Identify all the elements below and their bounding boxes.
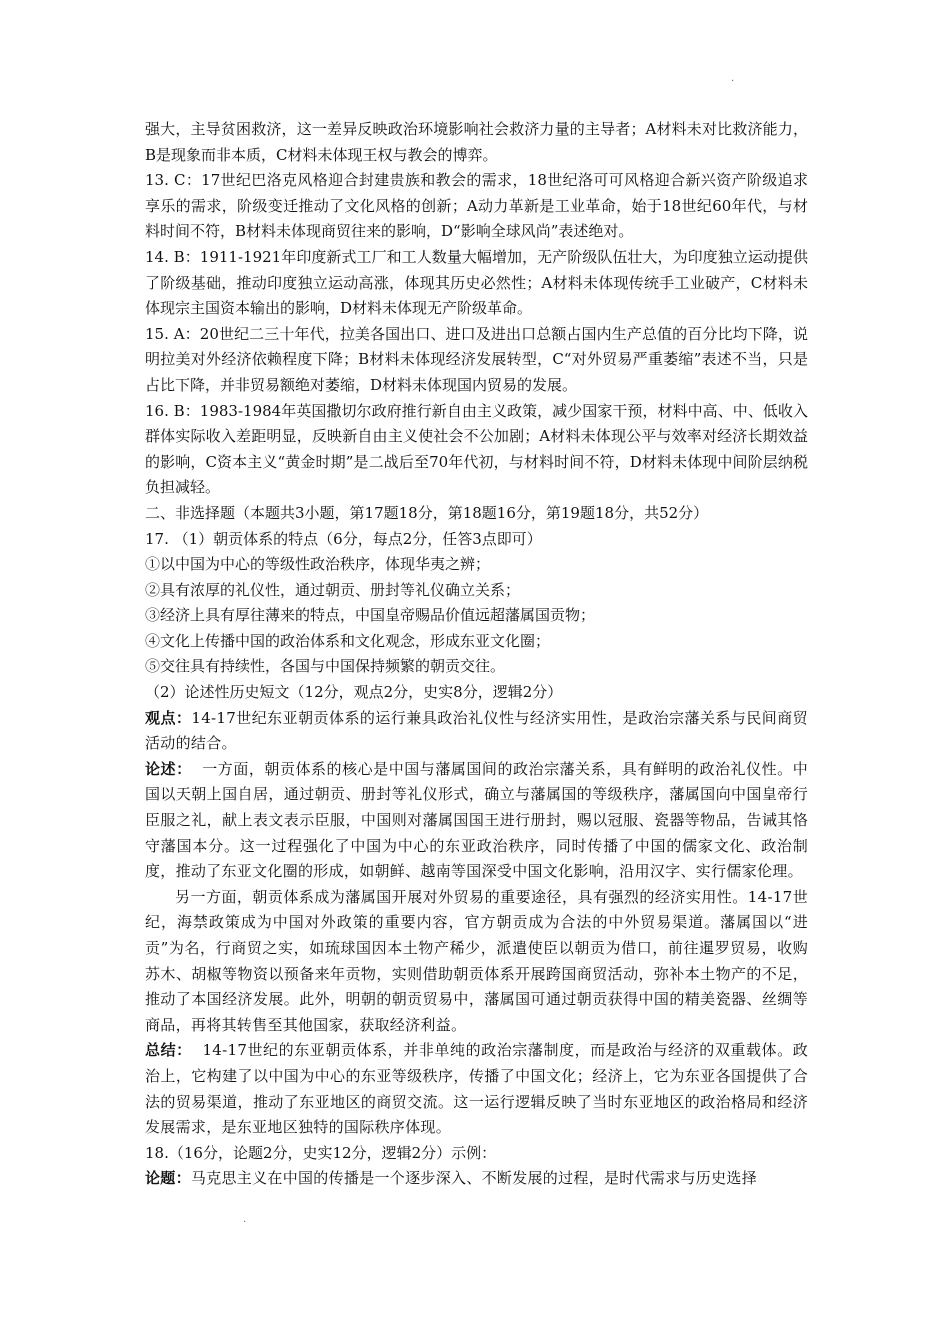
summary-text: 14-17世纪的东亚朝贡体系，并非单纯的政治宗藩制度，而是政治与经济的双重载体。政治上，它构建了以中国为中心的东亚等级秩序，传播了中国文化；经济上，它为东亚各国提供了合法的贸易渠道，推动了东亚地区的商贸交流。这一运行逻辑反映了当时东亚地区的政治格局和经济发展需求，是东亚地区独特的国际秩序体现。: [145, 1041, 809, 1137]
topic-label: 论题：: [145, 1169, 191, 1188]
topic-text: 马克思主义在中国的传播是一个逐步深入、不断发展的过程，是时代需求与历史选择: [190, 1169, 758, 1188]
answer-12-continued: 强大，主导贫困救济，这一差异反映政治环境影响社会救济力量的主导者；A材料未对比救济能力，B是现象而非本质，C材料未体现王权与教会的博弈。: [145, 120, 808, 164]
point-2: ②具有浓厚的礼仪性，通过朝贡、册封等礼仪确立关系；: [145, 580, 521, 599]
viewpoint-label: 观点：: [145, 708, 192, 727]
section-2-heading: 二、非选择题（本题共3小题，第17题18分，第18题16分，第19题18分，共52分）: [145, 503, 709, 522]
summary-paragraph: [145, 1038, 808, 1140]
viewpoint-text: 14-17世纪东亚朝贡体系的运行兼具政治礼仪性与经济实用性，是政治宗藩关系与民间商贸活动的结合。: [145, 708, 808, 753]
bottom-dot-mark: .: [243, 1214, 247, 1225]
argument-label: 论述：: [145, 759, 192, 778]
argument-text: 一方面，朝贡体系的核心是中国与藩属国间的政治宗藩关系，具有鲜明的政治礼仪性。中国以天朝上国自居，通过朝贡、册封等礼仪形式，确立与藩属国的等级秩序，藩属国向中国皇帝行臣服之礼，献上表文表示臣服，中国则对藩属国国王进行册封，赐以冠服、瓷器等物品，告诫其恪守藩国本分。这一过程强化了中国为中心的东亚政治秩序，同时传播了中国的儒家文化、政治制度，推动了东亚文化圈的形成，如朝鲜、越南等国深受中国文化影响，沿用汉字、实行儒家伦理。: [145, 759, 808, 881]
point-4: ④文化上传播中国的政治体系和文化观念，形成东亚文化圈；: [145, 631, 551, 650]
question-17-part-2: （2）论述性历史短文（12分，观点2分，史实8分，逻辑2分）: [145, 683, 563, 702]
point-3: ③经济上具有厚往薄来的特点，中国皇帝赐品价值远超藩属国贡物；: [145, 606, 596, 625]
point-5: ⑤交往具有持续性，各国与中国保持频繁的朝贡交往。: [145, 657, 506, 676]
question-17-part-1: 17. （1）朝贡体系的特点（6分，每点2分，任答3点即可）: [145, 529, 542, 548]
top-dot-mark: ·: [731, 76, 735, 87]
question-18: 18.（16分，论题2分，史实12分，逻辑2分）示例：: [145, 1143, 497, 1162]
answer-content: [145, 117, 808, 1192]
argument-paragraph-2: 另一方面，朝贡体系成为藩属国开展对外贸易的重要途径，具有强烈的经济实用性。14-17世纪，海禁政策成为中国对外政策的重要内容，官方朝贡成为合法的中外贸易渠道。藩属国以“进贡”为名，行商贸之实，如琉球国因本土物产稀少，派遣使臣以朝贡为借口，前往暹罗贸易，收购苏木、胡椒等物资以预备来年贡物，实则借助朝贡体系开展跨国商贸活动，弥补本土物产的不足，推动了本国经济发展。此外，明朝的朝贡贸易中，藩属国可通过朝贡获得中国的精美瓷器、丝绸等商品，再将其转售至其他国家，获取经济利益。: [145, 887, 808, 1034]
topic-paragraph: [145, 1166, 808, 1192]
viewpoint-paragraph: [145, 706, 808, 757]
answer-16: 16. B：1983-1984年英国撒切尔政府推行新自由主义政策，减少国家干预，材料中高、中、低收入群体实际收入差距明显，反映新自由主义使社会不公加剧；A材料未体现公平与效率对经济长期效益的影响，C资本主义“黄金时期”是二战后至70年代初，与材料时间不符，D材料未体现中间阶层纳税负担减轻。: [145, 401, 808, 497]
answer-14: 14. B：1911-1921年印度新式工厂和工人数量大幅增加，无产阶级队伍壮大，为印度独立运动提供了阶级基础，推动印度独立运动高涨，体现其历史必然性；A材料未体现传统手工业破产，C材料未体现宗主国资本输出的影响，D材料未体现无产阶级革命。: [145, 247, 808, 318]
answer-13: 13. C：17世纪巴洛克风格迎合封建贵族和教会的需求，18世纪洛可可风格迎合新兴资产阶级追求享乐的需求，阶级变迁推动了文化风格的创新；A动力革新是工业革命，始于18世纪60年代，与材料时间不符，B材料未体现商贸往来的影响，D“影响全球风尚”表述绝对。: [145, 171, 808, 241]
answer-15: 15. A：20世纪二三十年代，拉美各国出口、进口及进出口总额占国内生产总值的百分比均下降，说明拉美对外经济依赖程度下降；B材料未体现经济发展转型，C“对外贸易严重萎缩”表述不当，只是占比下降，并非贸易额绝对萎缩，D材料未体现国内贸易的发展。: [145, 324, 808, 394]
point-1: ①以中国为中心的等级性政治秩序，体现华夷之辨；: [145, 555, 491, 574]
argument-paragraph: [145, 757, 808, 885]
summary-label: 总结：: [145, 1041, 192, 1060]
